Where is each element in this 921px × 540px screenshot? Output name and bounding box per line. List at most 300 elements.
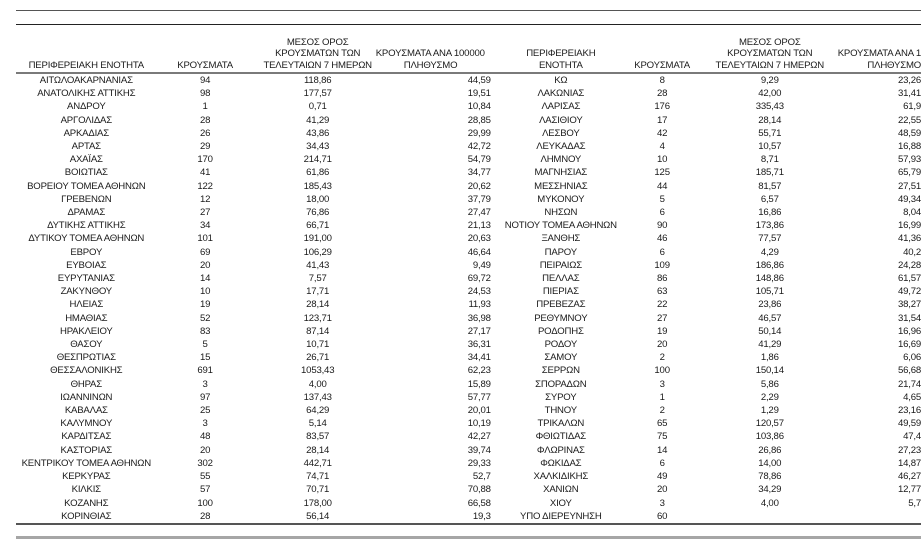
cell-per100k-right: 27,23	[897, 444, 921, 456]
cell-avg7-right: 46,57	[758, 312, 782, 324]
cell-per100k-left: 66,58	[467, 497, 491, 509]
table-row	[16, 166, 921, 179]
cell-region-left: ΘΗΡΑΣ	[70, 378, 102, 390]
cell-per100k-left: 37,79	[467, 193, 491, 205]
cell-per100k-right: 16,99	[897, 220, 921, 232]
cell-avg7-left: 137,43	[303, 391, 332, 403]
cell-region-right: ΜΕΣΣΗΝΙΑΣ	[534, 180, 588, 192]
cell-region-left: ΑΝΑΤΟΛΙΚΗΣ ΑΤΤΙΚΗΣ	[37, 88, 136, 100]
cell-per100k-left: 44,59	[467, 75, 491, 86]
cell-avg7-right: 103,86	[755, 431, 784, 443]
cell-avg7-left: 214,71	[303, 154, 332, 166]
cell-cases-left: 14	[199, 273, 211, 285]
cell-avg7-right: 120,57	[755, 418, 784, 430]
cell-cases-right: 6	[659, 246, 665, 258]
cell-per100k-left: 69,72	[467, 273, 491, 285]
cell-region-right: ΠΙΕΡΙΑΣ	[542, 286, 579, 298]
table-row	[16, 298, 921, 311]
cell-avg7-left: 64,29	[306, 405, 330, 417]
cell-cases-right: 5	[659, 193, 665, 205]
cell-avg7-right: 23,86	[758, 299, 782, 311]
table-row	[16, 272, 921, 285]
cell-per100k-left: 39,74	[467, 444, 491, 456]
cell-cases-right: 60	[617, 510, 707, 524]
cell-avg7-right: 335,43	[755, 101, 784, 113]
cell-per100k-left: 15,89	[467, 378, 491, 390]
cell-region-left: ΚΑΣΤΟΡΙΑΣ	[60, 444, 113, 456]
cell-cases-right: 3	[659, 378, 665, 390]
bottom-rule	[16, 536, 921, 539]
cell-cases-right: 20	[656, 339, 668, 351]
cell-cases-right: 4	[659, 141, 665, 153]
cell-cases-left: 1	[202, 101, 208, 113]
table-row	[16, 193, 921, 206]
table-row	[16, 232, 921, 245]
cell-cases-right: 14	[656, 444, 668, 456]
cell-per100k-right: 21,74	[897, 378, 921, 390]
cell-per100k-left: 10,84	[467, 101, 491, 113]
cell-avg7-right: 105,71	[755, 286, 784, 298]
cell-cases-right: 86	[656, 273, 668, 285]
table-row	[16, 246, 921, 259]
cell-per100k-right: 14,87	[897, 457, 921, 469]
cell-region-right: ΠΕΛΛΑΣ	[542, 273, 580, 285]
cell-avg7-left: 123,71	[303, 312, 332, 324]
cell-region-right: ΦΛΩΡΙΝΑΣ	[536, 444, 585, 456]
cell-per100k-left: 20,62	[467, 180, 491, 192]
cell-per100k-right: 8,04	[903, 207, 921, 219]
cell-avg7-right: 41,29	[758, 339, 782, 351]
cell-avg7-left: 41,29	[306, 114, 330, 126]
cell-cases-left: 26	[199, 127, 211, 139]
cell-cases-left: 100	[197, 497, 213, 509]
cell-cases-left: 19	[199, 299, 211, 311]
cell-avg7-left: 74,71	[306, 471, 330, 483]
cell-per100k-right: 41,36	[897, 233, 921, 245]
header-cases-left: ΚΡΟΥΣΜΑΤΑ	[157, 30, 254, 73]
cell-cases-left: 10	[199, 286, 211, 298]
cell-region-left: ΚΑΒΑΛΑΣ	[64, 405, 108, 417]
cell-per100k-left: 27,47	[467, 207, 491, 219]
cell-region-left: ΗΛΕΙΑΣ	[69, 299, 104, 311]
header-cases-right: ΚΡΟΥΣΜΑΤΑ	[617, 30, 707, 73]
top-rule	[16, 10, 921, 11]
cell-cases-right: 44	[656, 180, 668, 192]
cell-per100k-right: 49,59	[897, 418, 921, 430]
cell-region-right: ΣΑΜΟΥ	[544, 352, 578, 364]
cell-region-left: ΚΙΛΚΙΣ	[71, 484, 101, 496]
cell-cases-left: 25	[199, 405, 211, 417]
top-rule-secondary	[16, 24, 921, 25]
cell-region-right: ΞΑΝΘΗΣ	[541, 233, 581, 245]
cell-avg7-right: 150,14	[755, 365, 784, 377]
cell-cases-right: 63	[656, 286, 668, 298]
cell-avg7-right: 78,86	[758, 471, 782, 483]
cell-avg7-right: 185,71	[755, 167, 784, 179]
cell-avg7-right: 5,86	[760, 378, 779, 390]
cell-cases-right: 42	[656, 127, 668, 139]
table-row	[16, 430, 921, 443]
cell-avg7-right: 42,00	[758, 88, 782, 100]
cases-by-region-table	[16, 30, 921, 525]
cell-per100k-right: 61,9	[903, 101, 921, 113]
cell-avg7-left: 1053,43	[301, 365, 335, 377]
cell-per100k-right: 48,59	[897, 127, 921, 139]
cell-region-right: ΛΕΣΒΟΥ	[542, 127, 580, 139]
cell-avg7-left: 41,43	[306, 259, 330, 271]
cell-per100k-right: 27,51	[897, 180, 921, 192]
table-row	[16, 325, 921, 338]
cell-avg7-left: 177,57	[303, 88, 332, 100]
cell-per100k-left: 54,79	[467, 154, 491, 166]
cell-region-right: ΣΥΡΟΥ	[545, 391, 577, 403]
header-per100k-left: ΚΡΟΥΣΜΑΤΑ ΑΝΑ 100000 ΠΛΗΘΥΣΜΟ	[382, 30, 491, 73]
cell-region-right: ΛΗΜΝΟΥ	[540, 154, 582, 166]
table-header-row	[16, 30, 921, 73]
cell-cases-right: 3	[659, 497, 665, 509]
cell-region-right: ΧΙΟΥ	[549, 497, 572, 509]
cell-cases-left: 691	[197, 365, 213, 377]
cell-per100k-right: 16,96	[897, 325, 921, 337]
cell-per100k-left: 62,23	[467, 365, 491, 377]
table-row	[16, 127, 921, 140]
cell-cases-right: 19	[656, 325, 668, 337]
cell-avg7-left: 56,14	[254, 510, 382, 524]
cell-avg7-left: 7,57	[308, 273, 327, 285]
cell-region-right: ΡΟΔΟΥ	[544, 339, 578, 351]
table-row	[16, 153, 921, 166]
cell-cases-right: 17	[656, 114, 668, 126]
cell-cases-right: 2	[659, 352, 665, 364]
cell-per100k-right: 23,26	[897, 75, 921, 86]
cell-region-left: ΑΡΚΑΔΙΑΣ	[63, 127, 109, 139]
cell-avg7-left: 43,86	[306, 127, 330, 139]
cell-per100k-right: 61,57	[897, 273, 921, 285]
cell-region-right: ΠΕΙΡΑΙΩΣ	[539, 259, 582, 271]
cell-cases-left: 3	[202, 378, 208, 390]
table-row	[16, 391, 921, 404]
cell-per100k-left: 19,3	[382, 510, 491, 524]
cell-avg7-left: 4,00	[308, 378, 327, 390]
table-row	[16, 285, 921, 298]
cell-avg7-left: 66,71	[306, 220, 330, 232]
cell-avg7-right: 77,57	[758, 233, 782, 245]
cell-cases-left: 5	[202, 339, 208, 351]
cell-per100k-left: 9,49	[472, 259, 491, 271]
cell-avg7-right: 9,29	[760, 75, 779, 86]
cell-per100k-left: 20,63	[467, 233, 491, 245]
cell-cases-left: 48	[199, 431, 211, 443]
table-row	[16, 497, 921, 510]
cell-region-right: ΥΠΟ ΔΙΕΡΕΥΝΗΣΗ	[491, 510, 617, 524]
table-row	[16, 219, 921, 232]
table-row	[16, 87, 921, 100]
cell-per100k-right: 6,06	[903, 352, 921, 364]
cell-cases-left: 101	[197, 233, 213, 245]
cell-per100k-left: 36,98	[467, 312, 491, 324]
cell-avg7-right	[707, 510, 832, 524]
table-row	[16, 483, 921, 496]
cell-avg7-right: 186,86	[755, 259, 784, 271]
cell-cases-right: 90	[656, 220, 668, 232]
cell-avg7-right: 4,00	[760, 497, 779, 509]
cell-region-left: ΑΙΤΩΛΟΑΚΑΡΝΑΝΙΑΣ	[39, 75, 133, 86]
cell-region-right: ΤΡΙΚΑΛΩΝ	[537, 418, 585, 430]
cell-cases-right: 6	[659, 207, 665, 219]
cell-cases-right: 22	[656, 299, 668, 311]
cell-region-left: ΙΩΑΝΝΙΝΩΝ	[60, 391, 113, 403]
cell-per100k-right: 24,28	[897, 259, 921, 271]
cell-avg7-left: 10,71	[306, 339, 330, 351]
cell-cases-left: 41	[199, 167, 211, 179]
cell-region-right: ΡΕΘΥΜΝΟΥ	[534, 312, 588, 324]
table-row	[16, 404, 921, 417]
cell-avg7-left: 178,00	[303, 497, 332, 509]
cell-region-left: ΗΜΑΘΙΑΣ	[65, 312, 108, 324]
cell-region-right: ΝΗΣΩΝ	[544, 207, 578, 219]
cell-cases-right: 20	[656, 484, 668, 496]
cell-region-right: ΜΥΚΟΝΟΥ	[537, 193, 585, 205]
cell-cases-left: 28	[157, 510, 254, 524]
cell-per100k-left: 46,64	[467, 246, 491, 258]
cell-cases-left: 55	[199, 471, 211, 483]
cell-cases-right: 125	[654, 167, 670, 179]
cell-avg7-right: 10,57	[758, 141, 782, 153]
cell-avg7-right: 1,29	[760, 405, 779, 417]
cell-per100k-right: 49,72	[897, 286, 921, 298]
cell-avg7-right: 34,29	[758, 484, 782, 496]
cell-avg7-right: 4,29	[760, 246, 779, 258]
cell-cases-left: 3	[202, 418, 208, 430]
cell-cases-right: 6	[659, 457, 665, 469]
cell-cases-left: 20	[199, 444, 211, 456]
cell-cases-left: 27	[199, 207, 211, 219]
cell-region-right: ΛΕΥΚΑΔΑΣ	[536, 141, 586, 153]
cell-avg7-right: 6,57	[760, 193, 779, 205]
cell-per100k-left: 34,41	[467, 352, 491, 364]
table-row	[16, 444, 921, 457]
cell-cases-right: 176	[654, 101, 670, 113]
cell-region-left: ΘΑΣΟΥ	[70, 339, 103, 351]
cell-per100k-right: 65,79	[897, 167, 921, 179]
cell-avg7-right: 8,71	[760, 154, 779, 166]
cell-region-left: ΚΑΡΔΙΤΣΑΣ	[61, 431, 112, 443]
cell-region-left: ΕΥΡΥΤΑΝΙΑΣ	[57, 273, 115, 285]
cell-per100k-left: 24,53	[467, 286, 491, 298]
cell-region-left: ΚΕΡΚΥΡΑΣ	[62, 471, 111, 483]
cell-cases-left: 69	[199, 246, 211, 258]
cell-cases-left: 20	[199, 259, 211, 271]
cell-per100k-right: 49,34	[897, 193, 921, 205]
cell-cases-left: 12	[199, 193, 211, 205]
cell-per100k-left: 21,13	[467, 220, 491, 232]
cell-cases-right: 28	[656, 88, 668, 100]
cell-cases-left: 52	[199, 312, 211, 324]
cell-per100k-left: 36,31	[467, 339, 491, 351]
cell-avg7-left: 61,86	[306, 167, 330, 179]
cell-region-left: ΚΟΡΙΝΘΙΑΣ	[16, 510, 157, 524]
cell-per100k-right: 16,69	[897, 339, 921, 351]
cell-per100k-right: 56,68	[897, 365, 921, 377]
cell-cases-right: 65	[656, 418, 668, 430]
cell-cases-left: 29	[199, 141, 211, 153]
cell-region-right: ΣΠΟΡΑΔΩΝ	[535, 378, 587, 390]
cell-per100k-right: 12,77	[897, 484, 921, 496]
cell-avg7-left: 28,14	[306, 444, 330, 456]
cell-region-right: ΚΩ	[554, 75, 568, 86]
cell-cases-right: 2	[659, 405, 665, 417]
cell-cases-left: 94	[199, 75, 211, 86]
cell-per100k-right: 23,16	[897, 405, 921, 417]
cell-per100k-left: 42,72	[467, 141, 491, 153]
cell-avg7-right: 55,71	[758, 127, 782, 139]
cell-per100k-left: 52,7	[472, 471, 491, 483]
cell-avg7-right: 81,57	[758, 180, 782, 192]
header-per100k-right: ΚΡΟΥΣΜΑΤΑ ΑΝΑ 1 ΠΛΗΘΥΣΜΟ	[832, 30, 921, 73]
cell-per100k-left: 29,33	[467, 457, 491, 469]
cell-avg7-left: 0,71	[308, 101, 327, 113]
cell-avg7-right: 14,00	[758, 457, 782, 469]
cell-per100k-right: 16,88	[897, 141, 921, 153]
cell-per100k-left: 19,51	[467, 88, 491, 100]
cell-region-left: ΗΡΑΚΛΕΙΟΥ	[59, 325, 113, 337]
table-row	[16, 73, 921, 87]
cell-region-left: ΒΟΙΩΤΙΑΣ	[64, 167, 108, 179]
cell-cases-left: 15	[199, 352, 211, 364]
cell-avg7-left: 26,71	[306, 352, 330, 364]
cell-region-right: ΦΩΚΙΔΑΣ	[540, 457, 582, 469]
cell-avg7-right: 28,14	[758, 114, 782, 126]
cell-region-left: ΕΥΒΟΙΑΣ	[66, 259, 107, 271]
cell-cases-right: 49	[656, 471, 668, 483]
cell-region-right: ΧΑΝΙΩΝ	[543, 484, 579, 496]
cell-per100k-left: 11,93	[468, 299, 491, 311]
cell-region-left: ΒΟΡΕΙΟΥ ΤΟΜΕΑ ΑΘΗΝΩΝ	[27, 180, 146, 192]
table-row	[16, 470, 921, 483]
cell-per100k-right: 38,27	[897, 299, 921, 311]
cell-region-left: ΑΡΤΑΣ	[71, 141, 101, 153]
cell-region-left: ΚΟΖΑΝΗΣ	[64, 497, 109, 509]
cell-region-left: ΔΥΤΙΚΟΥ ΤΟΜΕΑ ΑΘΗΝΩΝ	[28, 233, 145, 245]
cell-per100k-left: 34,77	[467, 167, 491, 179]
cell-avg7-left: 191,00	[303, 233, 332, 245]
cell-per100k-right: 47,4	[903, 431, 921, 443]
cell-avg7-left: 442,71	[303, 457, 332, 469]
cell-per100k-right: 31,54	[897, 312, 921, 324]
cell-cases-right: 75	[656, 431, 668, 443]
header-region-right: ΠΕΡΙΦΕΡΕΙΑΚΗ ΕΝΟΤΗΤΑ	[491, 30, 617, 73]
table-row	[16, 457, 921, 470]
cell-avg7-right: 26,86	[758, 444, 782, 456]
cell-cases-right: 46	[656, 233, 668, 245]
header-region-left: ΠΕΡΙΦΕΡΕΙΑΚΗ ΕΝΟΤΗΤΑ	[16, 30, 157, 73]
cell-region-right: ΝΟΤΙΟΥ ΤΟΜΕΑ ΑΘΗΝΩΝ	[504, 220, 617, 232]
cell-cases-right: 100	[654, 365, 670, 377]
cell-region-right: ΠΑΡΟΥ	[544, 246, 577, 258]
cell-region-right: ΧΑΛΚΙΔΙΚΗΣ	[533, 471, 589, 483]
cell-region-right: ΣΕΡΡΩΝ	[541, 365, 580, 377]
cell-cases-left: 34	[199, 220, 211, 232]
cell-cases-left: 83	[199, 325, 211, 337]
cell-region-left: ΘΕΣΣΑΛΟΝΙΚΗΣ	[50, 365, 123, 377]
cell-per100k-right: 31,41	[897, 88, 921, 100]
cell-avg7-left: 118,86	[303, 75, 332, 86]
cell-per100k-right	[832, 510, 921, 524]
cell-per100k-right: 46,27	[897, 471, 921, 483]
cell-cases-left: 170	[197, 154, 213, 166]
cell-region-left: ΑΡΓΟΛΙΔΑΣ	[60, 114, 112, 126]
cell-region-left: ΚΑΛΥΜΝΟΥ	[60, 418, 113, 430]
cell-per100k-left: 10,19	[467, 418, 491, 430]
cell-region-left: ΑΝΔΡΟΥ	[67, 101, 106, 113]
cell-avg7-left: 28,14	[306, 299, 330, 311]
cell-region-left: ΓΡΕΒΕΝΩΝ	[61, 193, 112, 205]
cell-region-right: ΡΟΔΟΠΗΣ	[537, 325, 584, 337]
cell-region-right: ΛΑΡΙΣΑΣ	[541, 101, 581, 113]
cell-region-left: ΖΑΚΥΝΘΟΥ	[60, 286, 112, 298]
cell-region-left: ΘΕΣΠΡΩΤΙΑΣ	[56, 352, 116, 364]
cell-cases-left: 98	[199, 88, 211, 100]
cell-avg7-left: 70,71	[306, 484, 330, 496]
cell-avg7-right: 16,86	[758, 207, 782, 219]
cell-avg7-left: 106,29	[303, 246, 332, 258]
cell-avg7-left: 83,57	[306, 431, 330, 443]
cell-region-right: ΜΑΓΝΗΣΙΑΣ	[534, 167, 588, 179]
cell-per100k-left: 57,77	[467, 391, 491, 403]
cell-cases-left: 57	[199, 484, 211, 496]
cell-per100k-right: 40,2	[903, 246, 921, 258]
table-row	[16, 351, 921, 364]
cell-cases-right: 109	[654, 259, 670, 271]
table-row	[16, 378, 921, 391]
cell-cases-right: 1	[659, 391, 665, 403]
cell-cases-left: 97	[199, 391, 211, 403]
cell-region-right: ΦΘΙΩΤΙΔΑΣ	[535, 431, 587, 443]
table-row	[16, 417, 921, 430]
cell-per100k-left: 27,17	[467, 325, 491, 337]
table-row	[16, 180, 921, 193]
cell-region-right: ΤΗΝΟΥ	[544, 405, 577, 417]
cell-region-right: ΠΡΕΒΕΖΑΣ	[536, 299, 586, 311]
table-row	[16, 312, 921, 325]
cell-avg7-left: 76,86	[306, 207, 330, 219]
cell-avg7-left: 18,00	[306, 193, 330, 205]
cell-avg7-right: 1,86	[760, 352, 779, 364]
cell-avg7-left: 34,43	[306, 141, 330, 153]
cell-cases-right: 8	[659, 75, 665, 86]
cell-avg7-left: 87,14	[306, 325, 330, 337]
cell-per100k-left: 28,85	[467, 114, 491, 126]
cell-avg7-left: 17,71	[306, 286, 330, 298]
cell-region-left: ΔΥΤΙΚΗΣ ΑΤΤΙΚΗΣ	[47, 220, 126, 232]
cell-avg7-right: 2,29	[760, 391, 779, 403]
header-avg7-right: ΜΕΣΟΣ ΟΡΟΣ ΚΡΟΥΣΜΑΤΩΝ ΤΩΝ ΤΕΛΕΥΤΑΙΩΝ 7 ΗΜΕΡΩΝ	[707, 30, 832, 73]
cell-per100k-left: 42,27	[467, 431, 491, 443]
cell-avg7-right: 50,14	[758, 325, 782, 337]
cell-per100k-right: 5,7	[908, 497, 921, 509]
cell-region-left: ΕΒΡΟΥ	[70, 246, 103, 258]
cell-avg7-left: 185,43	[303, 180, 332, 192]
cell-per100k-right: 57,93	[897, 154, 921, 166]
cell-region-right: ΛΑΚΩΝΙΑΣ	[537, 88, 585, 100]
cell-avg7-left: 5,14	[308, 418, 327, 430]
table-row	[16, 140, 921, 153]
table-row	[16, 114, 921, 127]
table-row	[16, 206, 921, 219]
table-row	[16, 338, 921, 351]
table-row	[16, 100, 921, 113]
cell-per100k-right: 4,65	[903, 391, 921, 403]
